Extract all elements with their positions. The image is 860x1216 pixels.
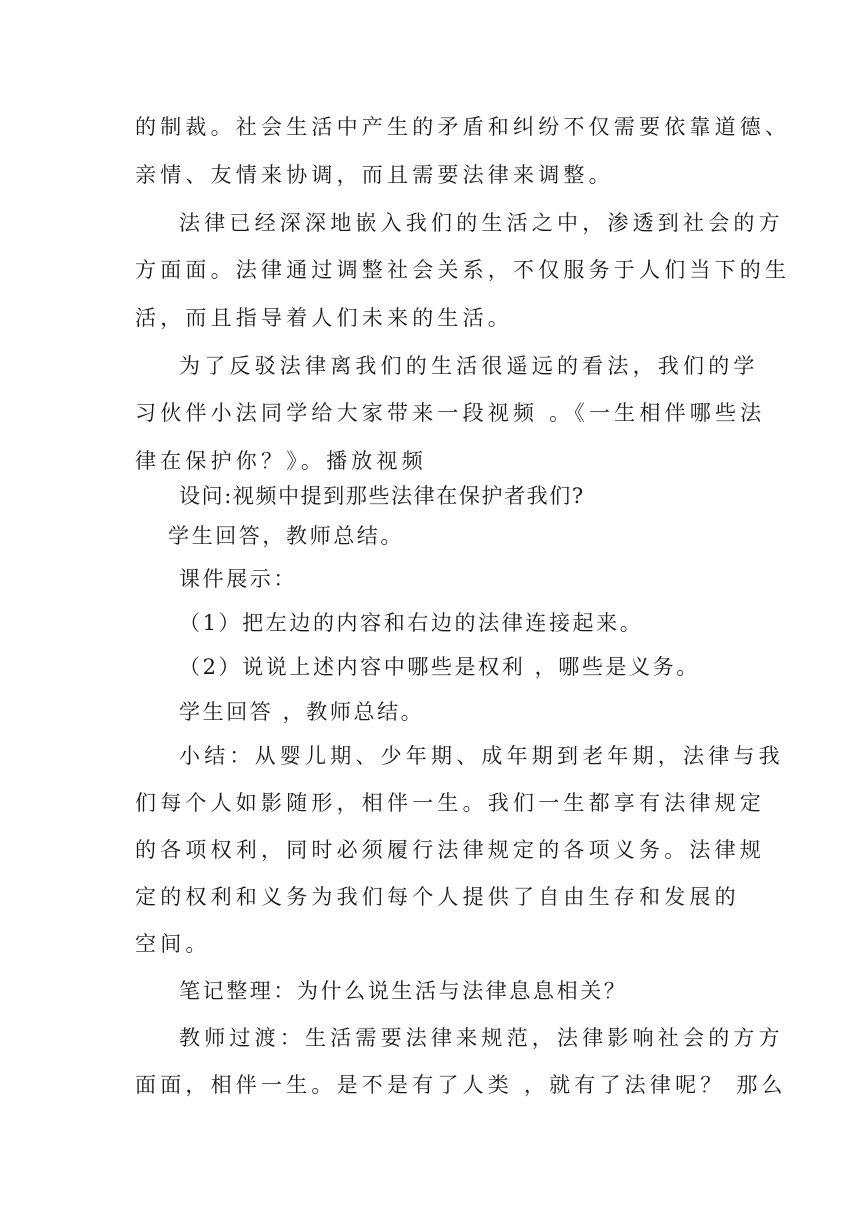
text-line: 活，而且指导着人们未来的生活。 xyxy=(135,306,513,330)
text-line: 定的权利和义务为我们每个人提供了自由生存和发展的 xyxy=(135,885,740,909)
text-line: 为了反驳法律离我们的生活很遥远的看法，我们的学 xyxy=(179,354,759,378)
text-line: 的制裁。社会生活中产生的矛盾和纠纷不仅需要依靠道德、 xyxy=(135,115,791,139)
text-line: 空间。 xyxy=(135,932,211,956)
text-line: 方面面。法律通过调整社会关系，不仅服务于人们当下的生 xyxy=(135,258,791,282)
text-line: 学生回答，教师总结。 xyxy=(168,524,404,548)
text-line: 们每个人如影随形，相伴一生。我们一生都享有法律规定 xyxy=(135,791,765,815)
text-line: 笔记整理：为什么说生活与法律息息相关？ xyxy=(179,979,628,1003)
text-line: 小结：从婴儿期、少年期、成年期到老年期，法律与我 xyxy=(179,744,784,768)
text-line: 法律已经深深地嵌入我们的生活之中，渗透到社会的方 xyxy=(179,211,784,235)
text-line: 的各项权利，同时必须履行法律规定的各项义务。法律规 xyxy=(135,838,765,862)
text-line: 面面，相伴一生。是不是有了人类 ，就有了法律呢？ 那么 xyxy=(135,1073,787,1097)
text-line: （1）把左边的内容和右边的法律连接起来。 xyxy=(179,611,644,635)
text-line: （2）说说上述内容中哪些是权利 ，哪些是义务。 xyxy=(179,655,700,679)
text-line: 亲情、友情来协调，而且需要法律来调整。 xyxy=(135,163,614,187)
text-line: 教师过渡：生活需要法律来规范，法律影响社会的方方 xyxy=(179,1026,784,1050)
text-line: 习伙伴小法同学给大家带来一段视频 。《一生相伴哪些法 xyxy=(135,401,766,425)
text-line: 律在保护你？》。播放视频 xyxy=(135,449,427,473)
text-line: 学生回答 ，教师总结。 xyxy=(179,700,425,724)
text-line: 设问:视频中提到那些法律在保护者我们? xyxy=(179,484,585,508)
text-line: 课件展示： xyxy=(179,567,297,591)
